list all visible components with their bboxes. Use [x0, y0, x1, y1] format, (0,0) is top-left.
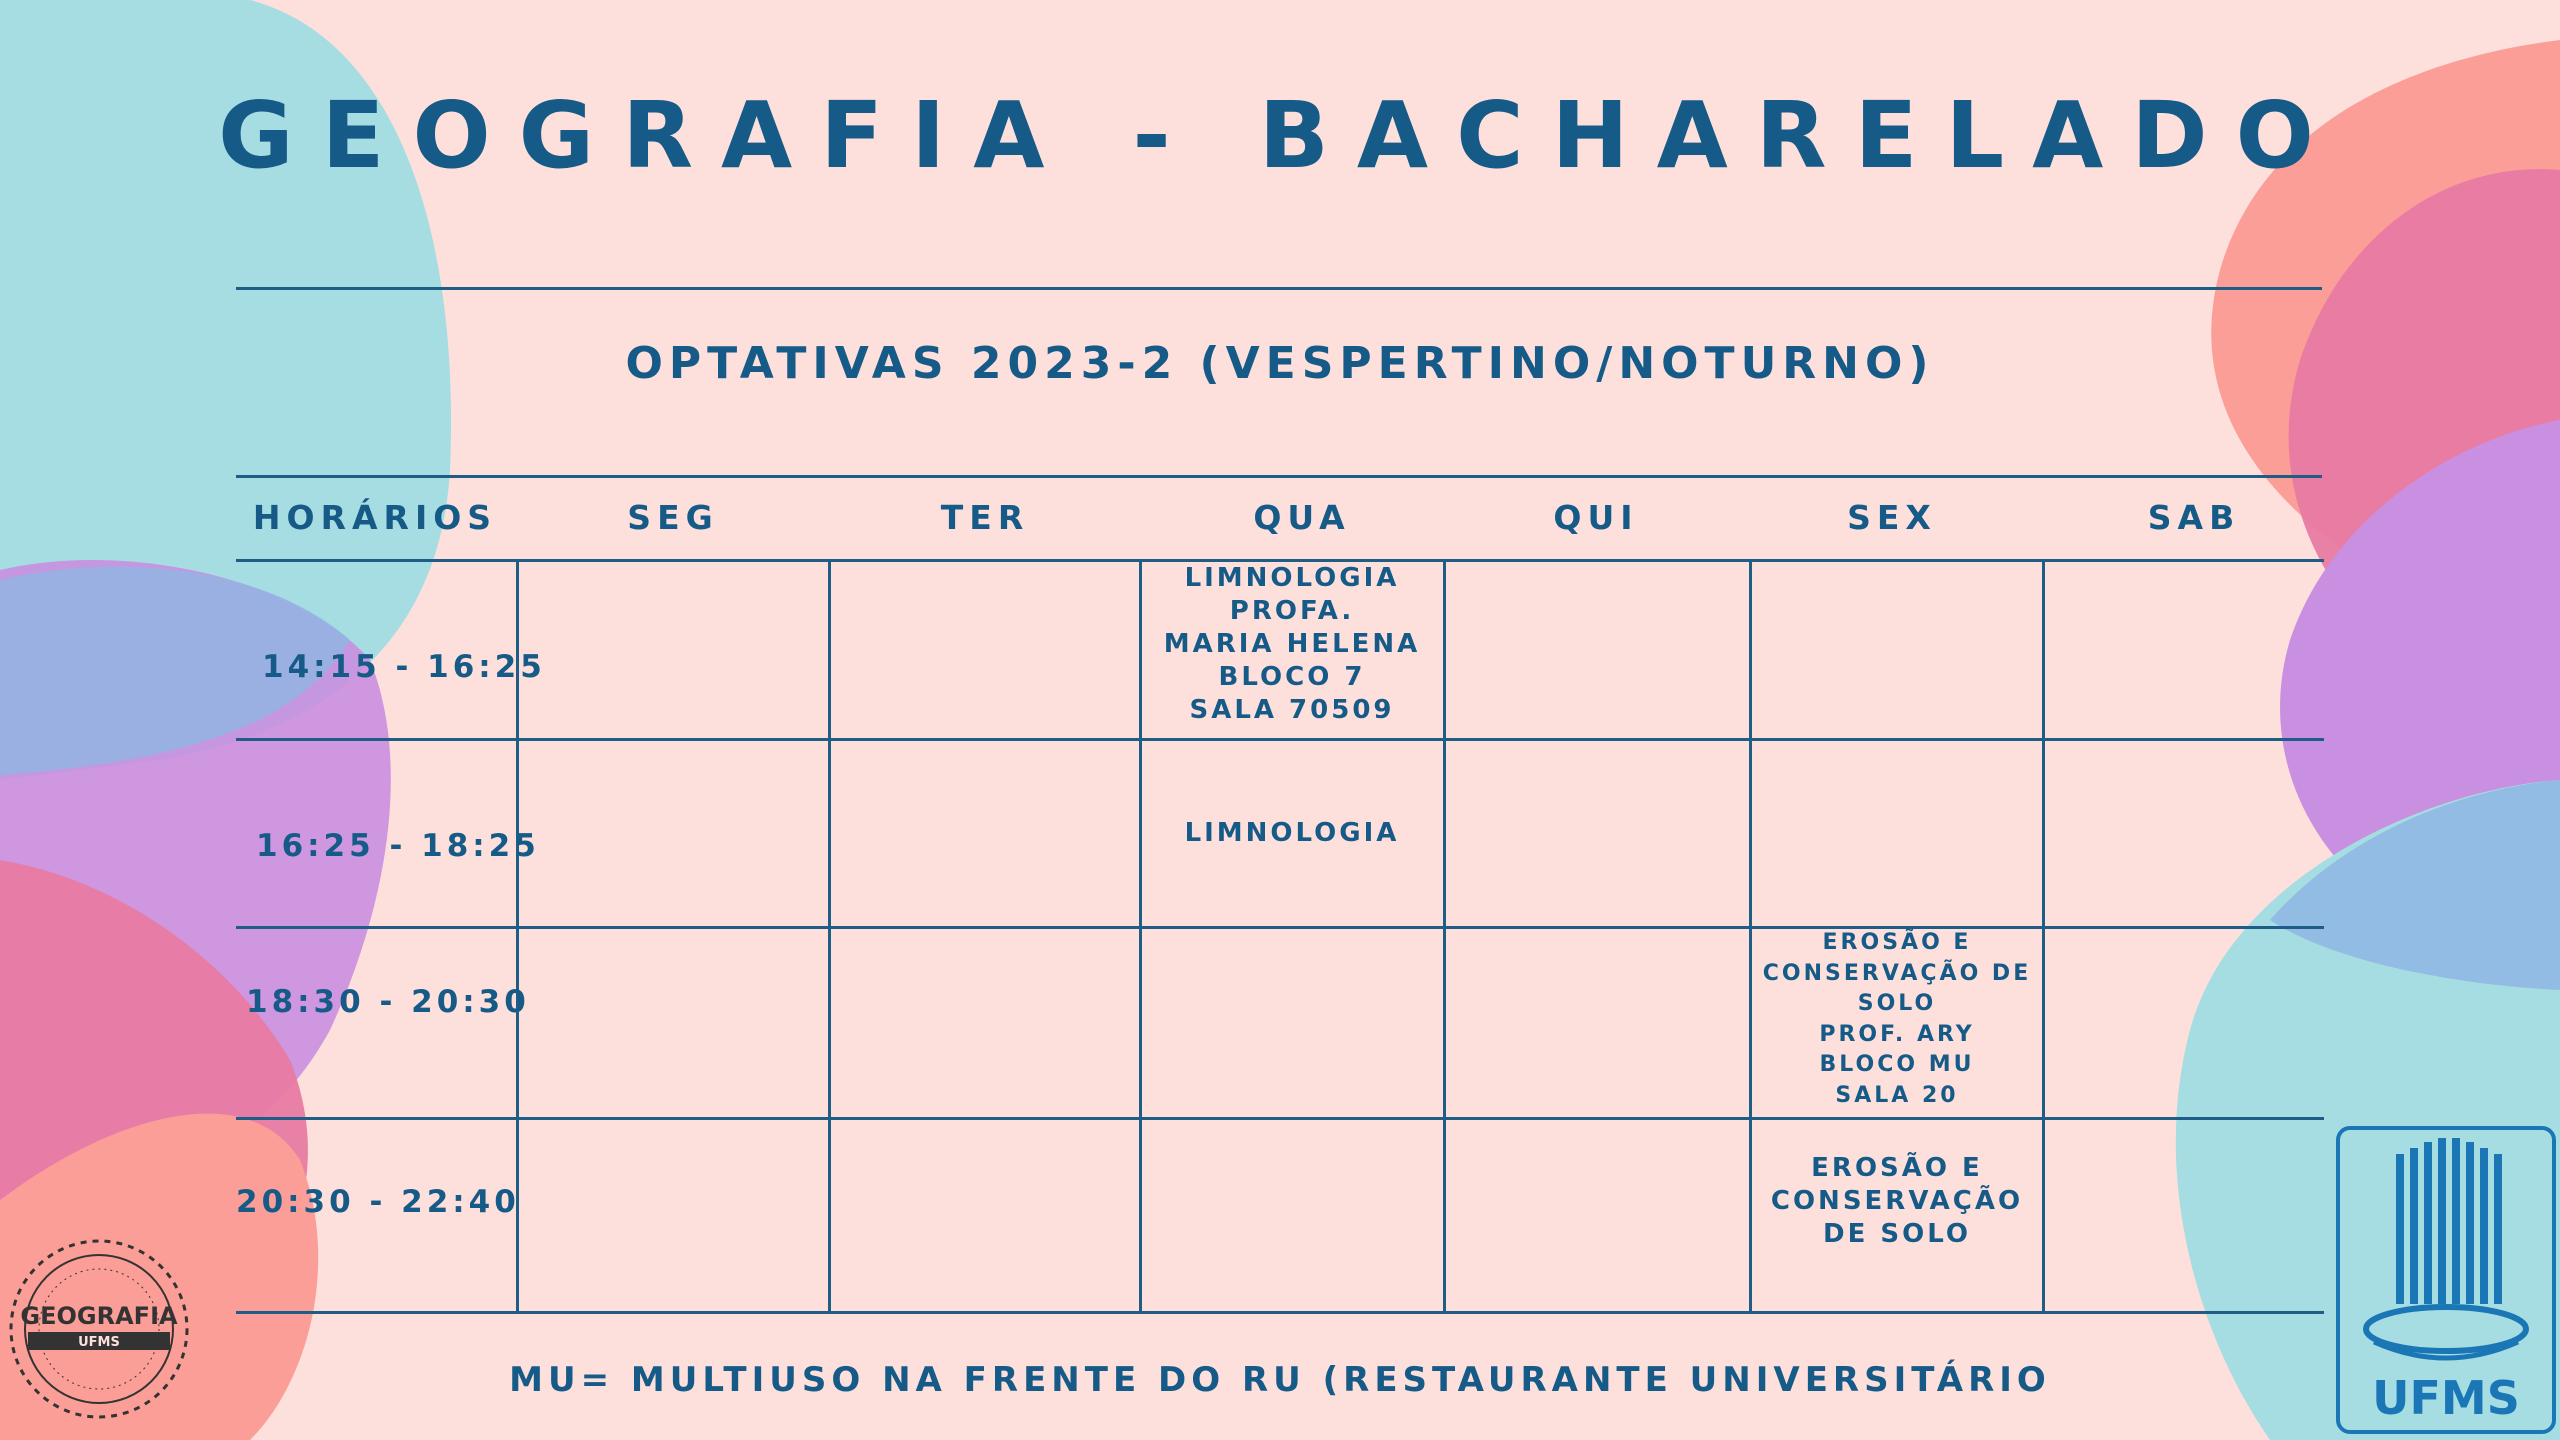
- cell-line: CONSERVAÇÃO: [1770, 1186, 2024, 1216]
- cell-line: EROSÃO E: [1822, 930, 1972, 955]
- cell-sex-row3: [1752, 928, 2042, 1111]
- col-line-6: [2042, 560, 2045, 1312]
- ufms-logo: [2334, 1124, 2558, 1436]
- cell-line: PROFA.: [1229, 596, 1355, 626]
- row-line-3: [236, 1117, 2324, 1120]
- divider-top: [236, 287, 2322, 290]
- cell-line: BLOCO 7: [1218, 662, 1366, 692]
- header-sex: SEX: [1847, 498, 1937, 537]
- cell-line: BLOCO MU: [1819, 1052, 1975, 1077]
- time-slot-4: 20:30 - 22:40: [236, 1184, 520, 1220]
- row-line-bottom: [236, 1311, 2324, 1314]
- footer-note: MU= MULTIUSO NA FRENTE DO RU (RESTAURANTE UNIVERSITÁRIO: [509, 1360, 2051, 1400]
- divider-table-top: [236, 475, 2322, 478]
- cell-line: EROSÃO E: [1811, 1153, 1983, 1183]
- col-line-2: [828, 560, 831, 1312]
- cell-line: CONSERVAÇÃO DE: [1762, 960, 2032, 986]
- header-ter: TER: [940, 498, 1030, 537]
- time-slot-2: 16:25 - 18:25: [256, 828, 540, 864]
- cell-sex-row4: [1752, 1152, 2042, 1251]
- cell-line: MARIA HELENA: [1163, 629, 1421, 659]
- cell-line: SALA 20: [1835, 1082, 1959, 1108]
- row-line-1: [236, 738, 2324, 741]
- ufms-logo-text: UFMS: [2372, 1371, 2520, 1425]
- geografia-logo-subtext: UFMS: [78, 1335, 120, 1350]
- cell-line: SOLO: [1857, 991, 1937, 1016]
- time-slot-1: 14:15 - 16:25: [262, 649, 546, 685]
- cell-qua-row1: [1142, 562, 1442, 727]
- header-horarios: HORÁRIOS: [252, 498, 498, 537]
- cell-qua-row2: [1142, 817, 1442, 850]
- header-seg: SEG: [627, 498, 719, 537]
- cell-line: LIMNOLOGIA: [1184, 563, 1400, 593]
- geografia-logo-text: GEOGRAFIA: [20, 1302, 178, 1330]
- cell-line: PROF. ARY: [1819, 1021, 1975, 1047]
- page-title: GEOGRAFIA - BACHARELADO: [218, 82, 2342, 189]
- cell-line: DE SOLO: [1823, 1219, 1971, 1249]
- header-qua: QUA: [1253, 498, 1351, 537]
- cell-line: SALA 70509: [1189, 695, 1395, 725]
- geografia-logo: [6, 1236, 192, 1422]
- header-sab: SAB: [2147, 498, 2241, 537]
- col-line-4: [1443, 560, 1446, 1312]
- subtitle: OPTATIVAS 2023-2 (VESPERTINO/NOTURNO): [625, 338, 1935, 389]
- header-qui: QUI: [1553, 498, 1639, 537]
- time-slot-3: 18:30 - 20:30: [246, 984, 530, 1020]
- cell-line: LIMNOLOGIA: [1184, 818, 1400, 848]
